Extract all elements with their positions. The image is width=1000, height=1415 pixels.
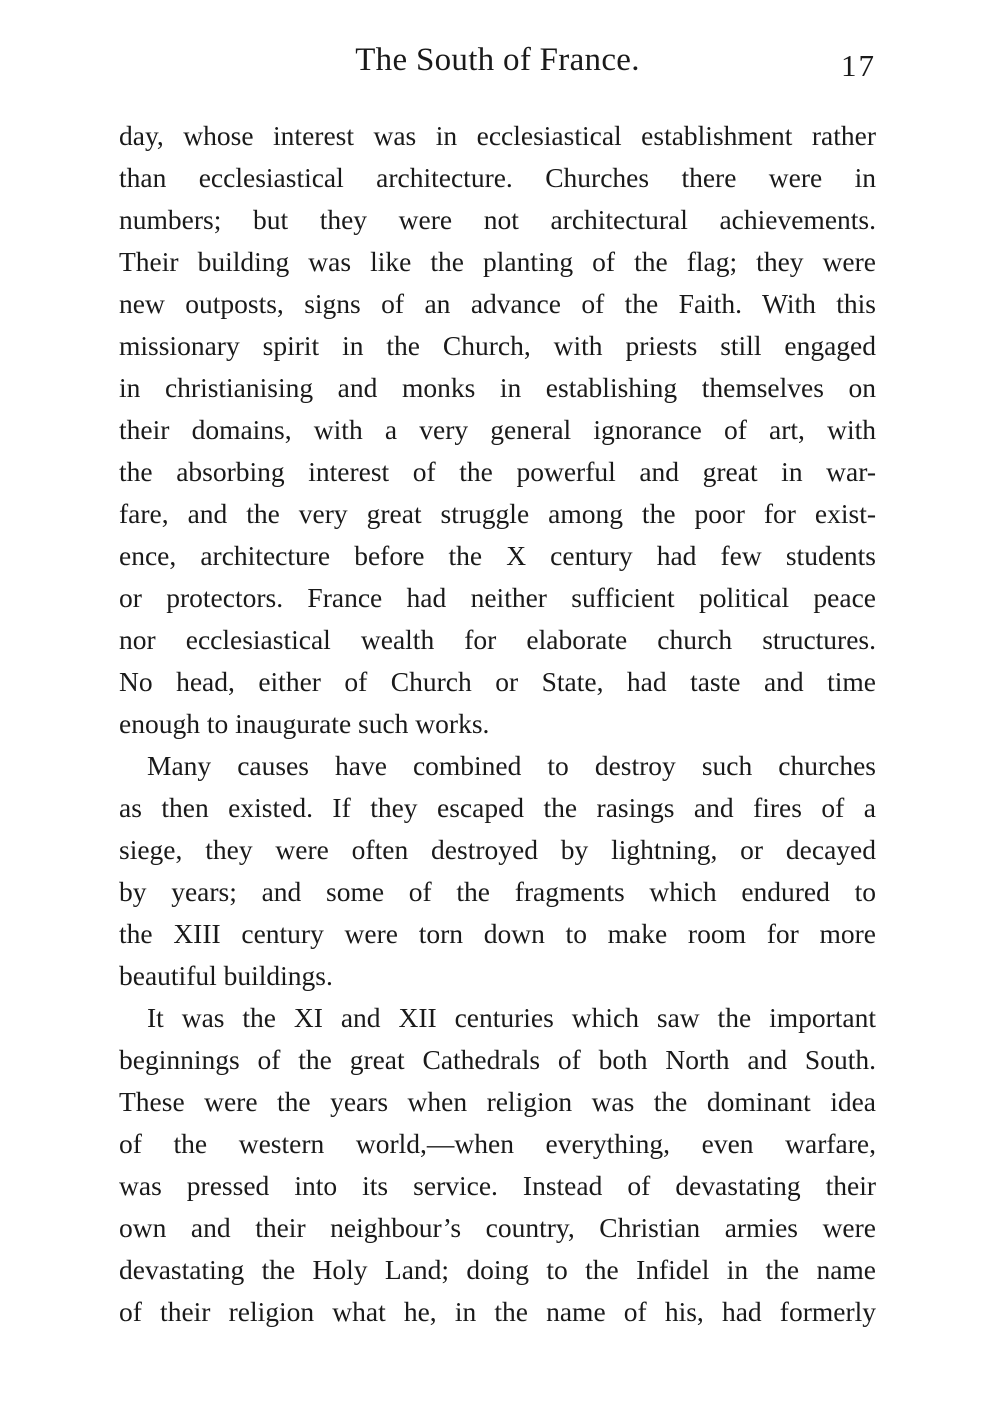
text-line: Many causes have combined to destroy such churches (147, 750, 876, 781)
text-line: devastating the Holy Land; doing to the Infidel in the name (119, 1254, 876, 1285)
text-line: It was the XI and XII centuries which saw the important (147, 1002, 876, 1033)
text-line: numbers; but they were not architectural achievements. (119, 204, 876, 235)
text-line: No head, either of Church or State, had taste and time (119, 666, 876, 697)
text-line: day, whose interest was in ecclesiastical establishment rather (119, 120, 876, 151)
text-line: nor ecclesiastical wealth for elaborate church structures. (119, 624, 876, 655)
text-line: the absorbing interest of the powerful and great in war- (119, 456, 876, 487)
text-line: own and their neighbour’s country, Christian armies were (119, 1212, 876, 1243)
text-line: by years; and some of the fragments which endured to (119, 876, 876, 907)
body-text (119, 115, 876, 1333)
paragraph (119, 745, 876, 997)
text-line: missionary spirit in the Church, with priests still engaged (119, 330, 876, 361)
text-line: as then existed. If they escaped the rasings and fires of a (119, 792, 876, 823)
text-line: ence, architecture before the X century had few students (119, 540, 876, 571)
text-line: beautiful buildings. (119, 960, 333, 991)
text-line: These were the years when religion was the dominant idea (119, 1086, 876, 1117)
text-line: or protectors. France had neither sufficient political peace (119, 582, 876, 613)
paragraph (119, 115, 876, 745)
text-line: beginnings of the great Cathedrals of both North and South. (119, 1044, 876, 1075)
text-line: fare, and the very great struggle among the poor for exist- (119, 498, 876, 529)
paragraph (119, 997, 876, 1333)
text-line: was pressed into its service. Instead of devastating their (119, 1170, 876, 1201)
running-head (119, 38, 876, 86)
running-title: The South of France. (355, 42, 640, 78)
text-line: enough to inaugurate such works. (119, 708, 490, 739)
page-number: 17 (841, 48, 876, 83)
text-line: new outposts, signs of an advance of the Faith. With this (119, 288, 876, 319)
text-line: their domains, with a very general ignorance of art, with (119, 414, 876, 445)
text-line: siege, they were often destroyed by lightning, or decayed (119, 834, 876, 865)
text-line: of their religion what he, in the name of his, had formerly (119, 1296, 876, 1327)
text-line: the XIII century were torn down to make room for more (119, 918, 876, 949)
text-line: in christianising and monks in establishing themselves on (119, 372, 876, 403)
text-line: Their building was like the planting of the flag; they were (119, 246, 876, 277)
text-line: of the western world,—when everything, even warfare, (119, 1128, 876, 1159)
text-line: than ecclesiastical architecture. Churches there were in (119, 162, 876, 193)
